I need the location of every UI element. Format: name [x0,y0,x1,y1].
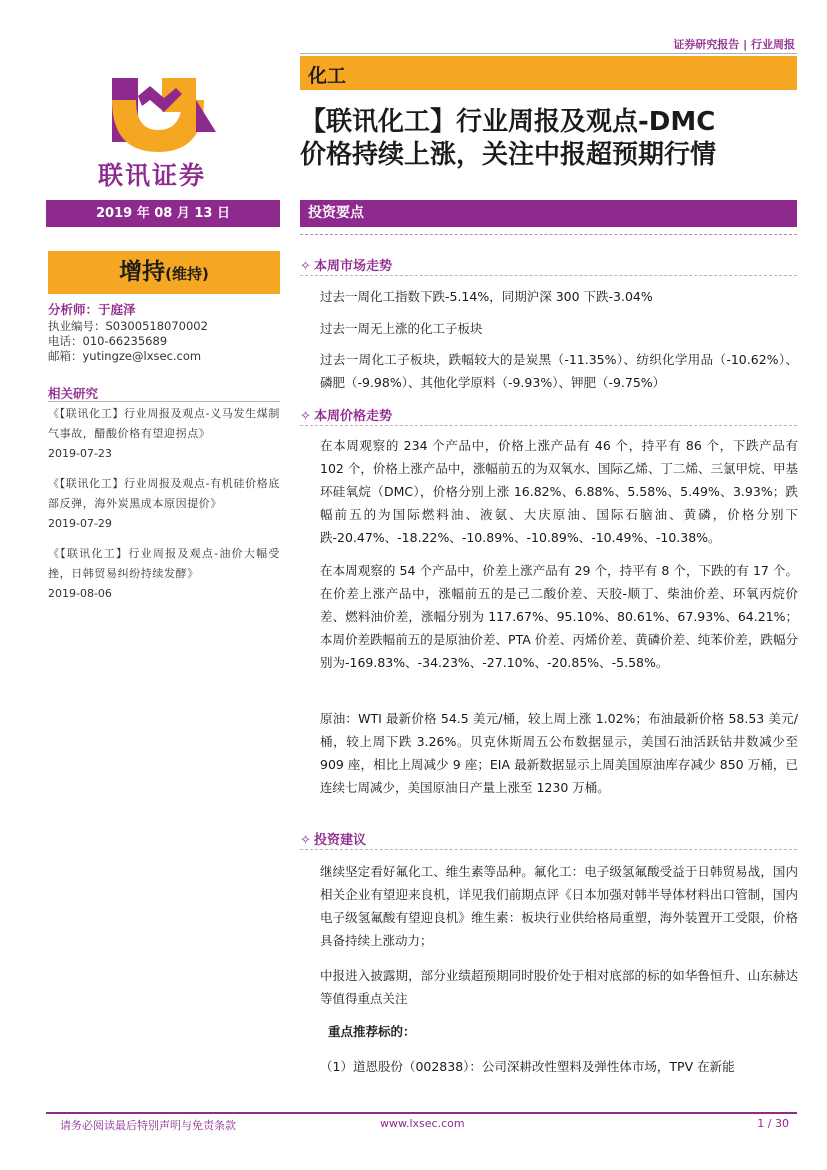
rating-main: 增持 [119,259,166,285]
related-item-date: 2019-07-23 [48,447,112,460]
rating-box [48,251,280,294]
diamond-icon: ✧ [300,259,311,274]
related-item-title[interactable]: 《【联讯化工】行业周报及观点-义马发生煤制气事故，醋酸价格有望迎拐点》 [48,407,280,440]
price-p2: 在本周观察的 54 个产品中，价差上涨产品有 29 个，持平有 8 个，下跌的有 17 个。在价差上涨产品中，涨幅前五的是己二酸价差、天胶-顺丁、柴油价差、环氧丙烷价差、燃料油价差，涨幅分别为 117.67%、95.10%、80.61%、67.93%、64.21%；本周价差跌幅前五的是原油价差、PTA 价差、丙烯价差、黄磷价差、纯苯价差，跌幅分别为-169.83%、-34.23%、-27.10%、-20.85%、-5.58%。 [320,563,798,670]
market-rule [300,275,797,276]
related-research-list [48,404,280,614]
analyst-email[interactable]: 邮箱：yutingze@lxsec.com [48,349,202,363]
page-number: 1 / 30 [757,1117,789,1130]
related-item-date: 2019-07-29 [48,517,112,530]
report-title [300,106,800,172]
logo-text: 联讯证券 [98,161,207,190]
price-p3: 原油：WTI 最新价格 54.5 美元/桶，较上周上涨 1.02%；布油最新价格 58.53 美元/桶，较上周下跌 3.26%。贝克休斯周五公布数据显示，美国石油活跃钻井数减少至 909 座，相比上周减少 9 座；EIA 最新数据显示上周美国原油库存减少 850 万桶，已连续七周减少，美国原油日产量上涨至 1230 万桶。 [320,711,798,795]
title-line-1: 【联讯化工】行业周报及观点-DMC [300,107,716,137]
date-bar: 2019 年 08 月 13 日 [46,200,280,227]
price-rule [300,425,797,426]
related-item[interactable] [48,474,280,534]
analyst-label: 分析师：于庭泽 [48,302,136,317]
related-item-date: 2019-08-06 [48,587,112,600]
market-p2: 过去一周无上涨的化工子板块 [320,321,483,336]
advice-p4: （1）道恩股份（002838）：公司深耕改性塑料及弹性体市场，TPV 在新能 [320,1059,735,1074]
footer-website[interactable]: www.lxsec.com [380,1117,465,1130]
related-item-title[interactable]: 《【联讯化工】行业周报及观点-有机硅价格底部反弹，海外炭黑成本原因提价》 [48,477,280,510]
analyst-phone: 电话：010-66235689 [48,334,168,348]
sector-label: 化工 [308,65,347,87]
price-heading [300,405,392,424]
related-research-rule [48,401,280,402]
footer-disclaimer[interactable]: 请务必阅读最后特别声明与免责条款 [60,1119,236,1132]
rating-sub: (维持) [165,265,209,283]
report-type: 证券研究报告 | 行业周报 [673,38,795,51]
market-heading-label: 本周市场走势 [314,259,393,274]
advice-heading [300,829,366,848]
market-p3: 过去一周化工子板块，跌幅较大的是炭黑（-11.35%）、纺织化学用品（-10.62%）、磷肥（-9.98%）、其他化学原料（-9.93%）、钾肥（-9.75%） [320,352,798,390]
company-logo [92,60,242,190]
investment-highlights-bar: 投资要点 [300,200,797,227]
diamond-icon: ✧ [300,833,311,848]
advice-heading-label: 投资建议 [314,833,367,848]
price-heading-label: 本周价格走势 [314,409,393,424]
header-rule [300,53,797,54]
analyst-info [48,302,288,364]
market-p1: 过去一周化工指数下跌-5.14%，同期沪深 300 下跌-3.04% [320,289,653,304]
title-line-2: 价格持续上涨，关注中报超预期行情 [300,140,717,170]
sector-bar [300,56,797,90]
diamond-icon: ✧ [300,409,311,424]
footer-rule [46,1112,797,1114]
advice-p1: 继续坚定看好氟化工、维生素等品种。氟化工：电子级氢氟酸受益于日韩贸易战，国内相关企业有望迎来良机，详见我们前期点评《日本加强对韩半导体材料出口管制，国内电子级氢氟酸有望迎良机》维生素：板块行业供给格局重塑，海外装置开工受限，价格具备持续上涨动力； [320,864,798,948]
advice-rule [300,849,797,850]
related-item[interactable] [48,544,280,604]
related-item[interactable] [48,404,280,464]
price-p1: 在本周观察的 234 个产品中，价格上涨产品有 46 个，持平有 86 个，下跌产品有 102 个，价格上涨产品中，涨幅前五的为双氧水、国际乙烯、丁二烯、三氯甲烷、甲基环硅氧烷（DMC），价格分别上涨 16.82%、6.88%、5.58%、5.49%、3.93%；跌幅前五的为国际燃料油、液氨、大庆原油、国际石脑油、黄磷，价格分别下跌-20.47%、-18.22%、-10.89%、-10.89%、-10.49%、-10.38%。 [320,438,798,545]
advice-p2: 中报进入披露期，部分业绩超预期同时股价处于相对底部的标的如华鲁恒升、山东赫达等值得重点关注 [320,968,798,1006]
analyst-cert: 执业编号：S0300518070002 [48,319,208,333]
related-item-title[interactable]: 《【联讯化工】行业周报及观点-油价大幅受挫，日韩贸易纠纷持续发酵》 [48,547,280,580]
related-research-title: 相关研究 [48,386,99,401]
market-heading [300,255,392,274]
section-divider [300,234,797,235]
advice-p3: 重点推荐标的： [328,1024,416,1039]
